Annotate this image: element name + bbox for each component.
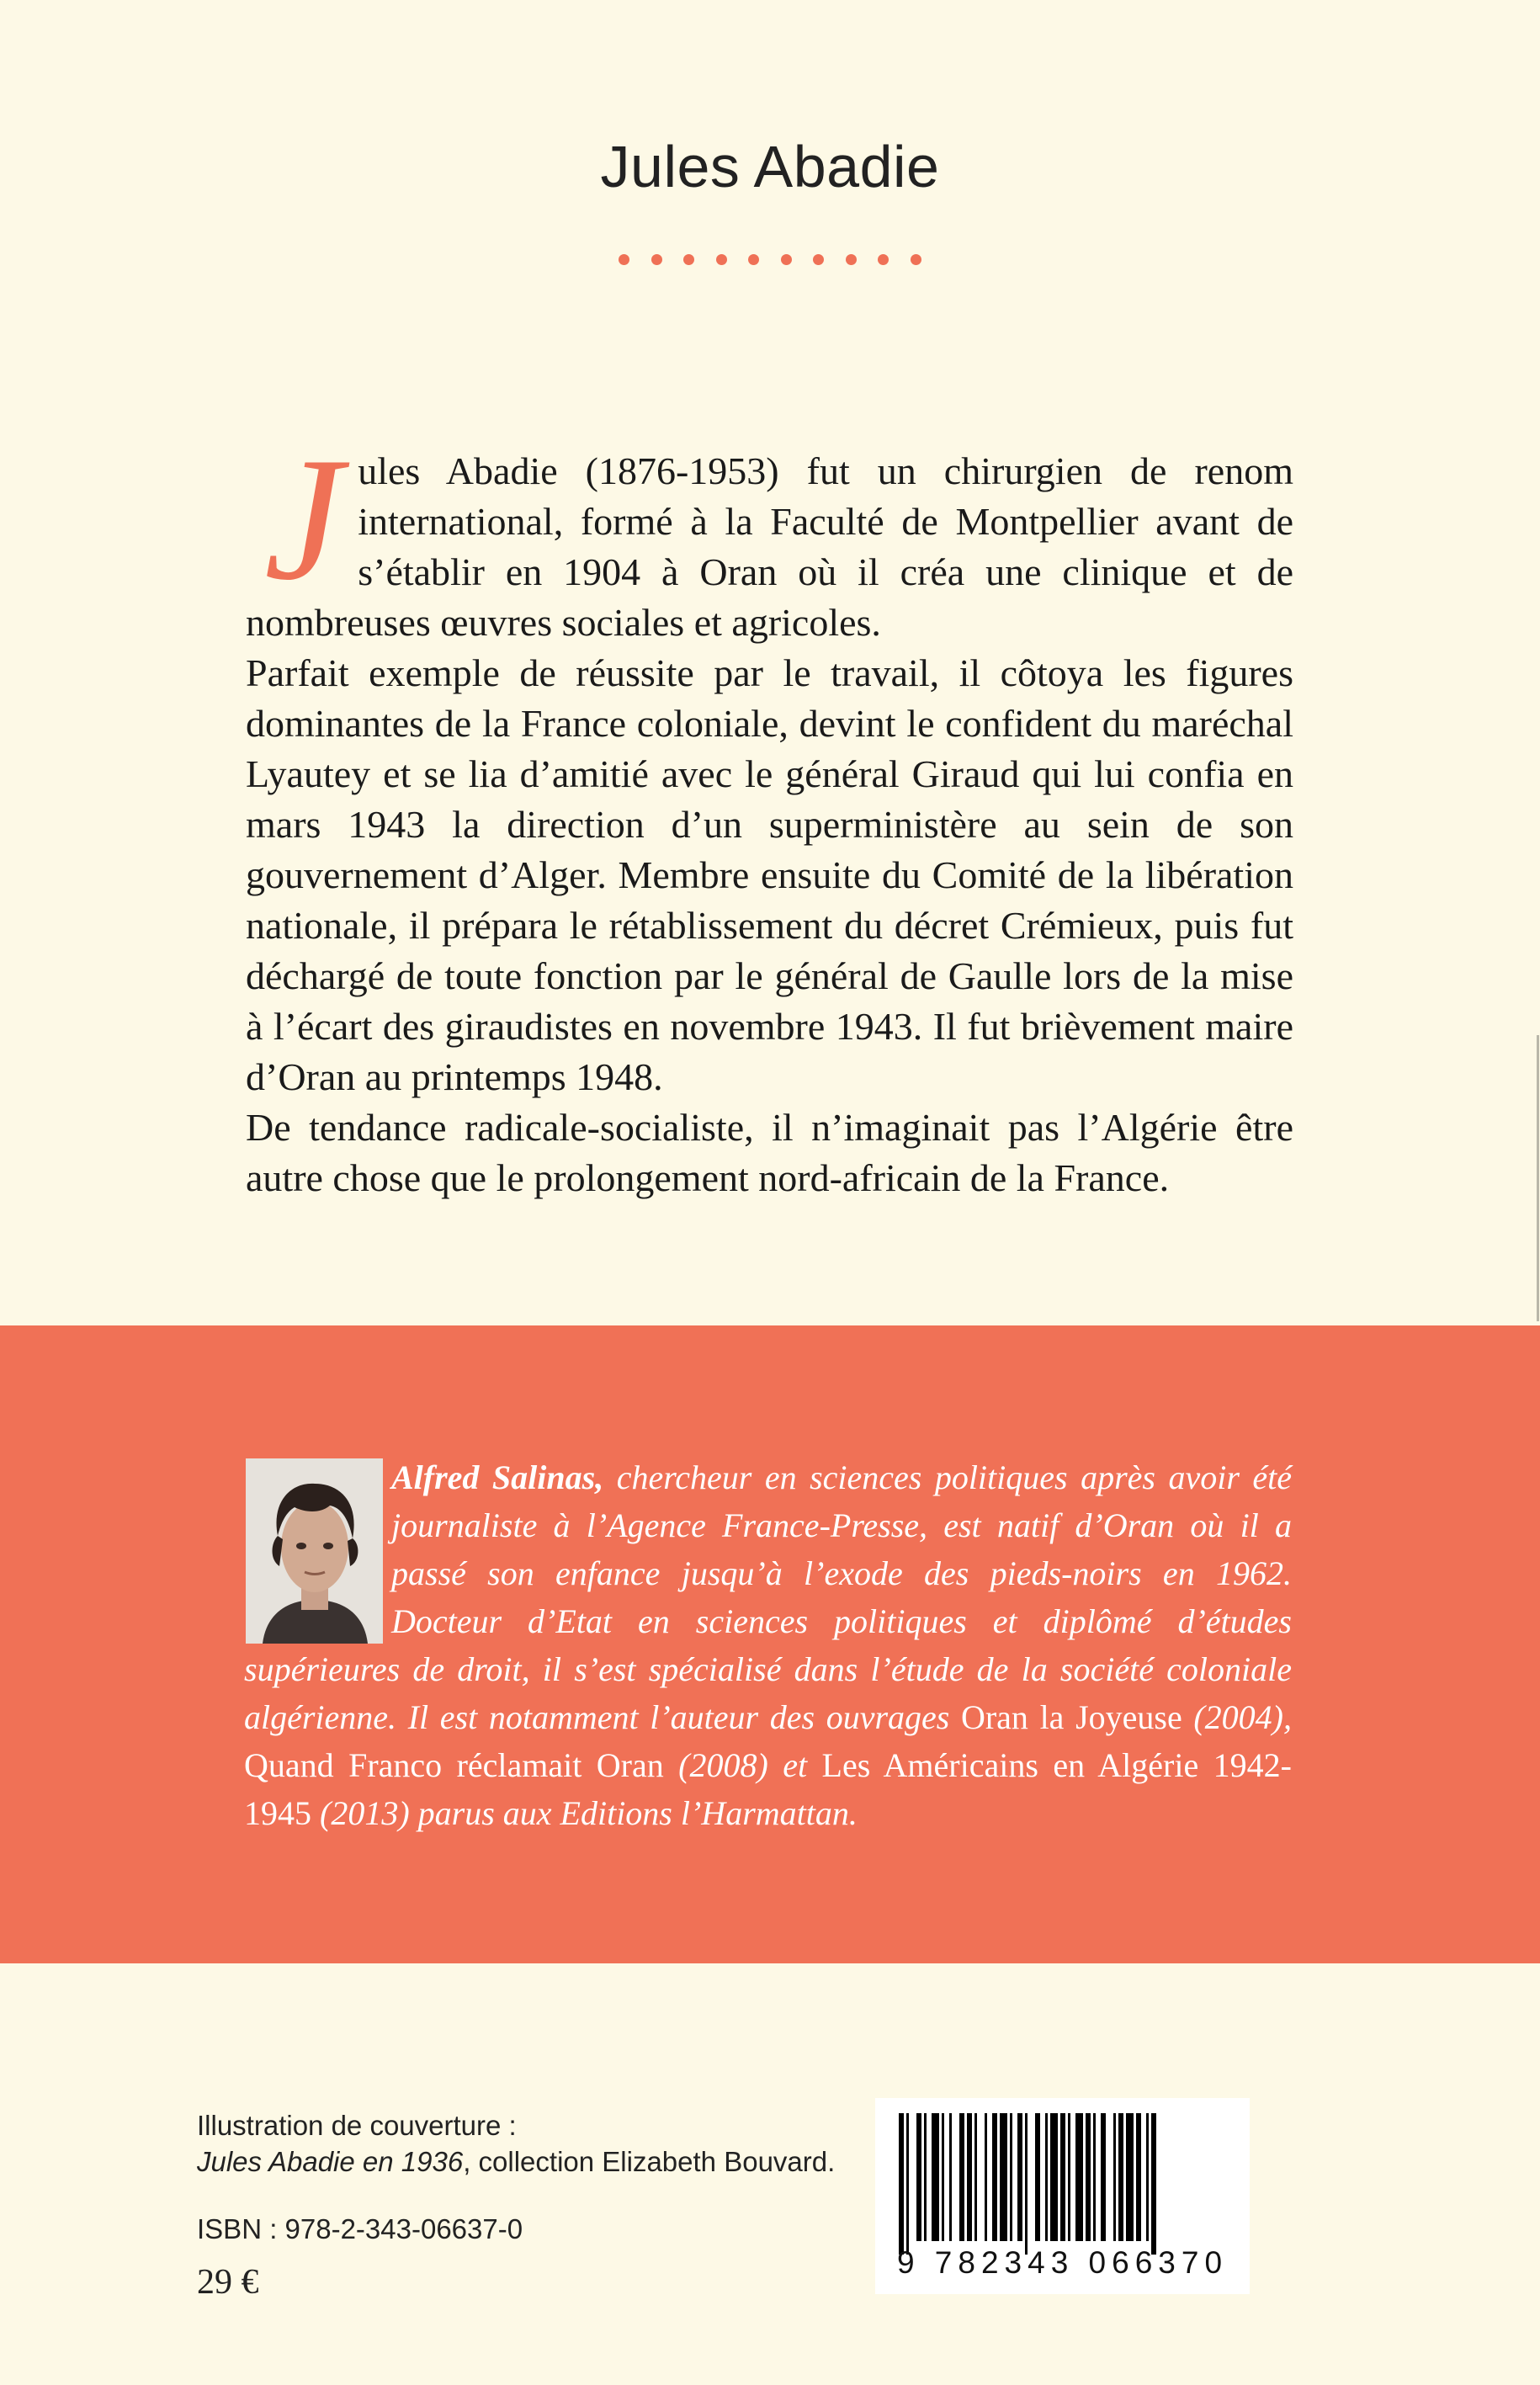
barcode-bar xyxy=(1010,2113,1012,2241)
cover-credit xyxy=(197,2107,835,2180)
summary-paragraph xyxy=(246,422,1293,648)
ornament-dot xyxy=(683,254,694,265)
book-year-3: (2013) parus aux Editions l’Harmattan. xyxy=(311,1794,858,1832)
barcode-bar xyxy=(1146,2113,1149,2241)
barcode-bar xyxy=(1025,2113,1028,2255)
ornament-dot xyxy=(651,254,662,265)
credit-title: Jules Abadie en 1936 xyxy=(197,2146,464,2177)
barcode-bar xyxy=(1035,2113,1040,2241)
ornament-dot xyxy=(619,254,629,265)
ornament-dot xyxy=(716,254,727,265)
isbn: ISBN : 978-2-343-06637-0 xyxy=(197,2213,523,2244)
barcode-bar xyxy=(949,2113,952,2241)
book-title-3: Les Américains en Algérie 1942-1945 xyxy=(244,1746,1292,1832)
book-year-1: (2004), xyxy=(1182,1698,1292,1736)
ornament-dot xyxy=(911,254,921,265)
ornament-dot xyxy=(781,254,792,265)
barcode-bar xyxy=(1068,2113,1070,2241)
barcode-bar xyxy=(985,2113,987,2241)
book-summary xyxy=(246,422,1293,1203)
book-title: Jules Abadie xyxy=(600,134,940,199)
barcode-bar xyxy=(1075,2113,1083,2241)
summary-paragraph: Parfait exemple de réussite par le travail, il côtoya les figures dominantes de la France coloniale, devint le confident du maréchal Lyautey et se lia d’amitié avec le général Giraud qui lui confia en mars 1943 la direction d’un superministère au sein de son gouvernement d’Alger. Membre ensuite du Comité de la libération nationale, il prépara le rétablissement du décret Crémieux, puis fut déchargé de toute fonction par le général de Gaulle lors de la mise à l’écart des giraudistes en novembre 1943. Il fut brièvement maire d’Oran au printemps 1948. xyxy=(246,651,1293,1098)
price: 29 € xyxy=(197,2263,259,2302)
ornament-dot xyxy=(878,254,889,265)
barcode-bar xyxy=(992,2113,997,2241)
summary-text: ules Abadie (1876-1953) fut un chirurgien de renom international, formé à la Faculté de Montpellier avant de s’établir en 1904 à Oran où il créa une clinique et de nombreuses œuvres sociales et agricoles. xyxy=(246,449,1293,644)
barcode-bar xyxy=(1126,2113,1134,2241)
author-photo xyxy=(246,1458,383,1644)
author-portrait-icon xyxy=(246,1458,383,1644)
barcode-bar xyxy=(1017,2113,1022,2241)
barcode-bar xyxy=(1113,2113,1116,2241)
book-year-2: (2008) et xyxy=(663,1746,822,1784)
barcode-bar xyxy=(1151,2113,1156,2255)
ornament-dot xyxy=(748,254,759,265)
barcode-bar xyxy=(959,2113,964,2241)
ornament-dot xyxy=(813,254,824,265)
book-title-1: Oran la Joyeuse xyxy=(960,1698,1182,1736)
barcode-bar xyxy=(1060,2113,1065,2241)
barcode-bar xyxy=(1000,2113,1007,2241)
bio-text: chercheur en sciences politiques après avoir été journaliste à l’Agence France-Presse, est natif d’Oran où il a passé son enfance jusqu’à l’exode des pieds-noirs en 1962. Docteur d’Etat en sciences politiques et diplômé d’études supérieures de droit, il s’est spécialisé dans l’étude de la société coloniale algérienne. Il est notamment l’auteur des ouvrages xyxy=(244,1458,1292,1736)
barcode-bar xyxy=(1045,2113,1048,2241)
barcode-bar xyxy=(1086,2113,1091,2241)
barcode-bar xyxy=(906,2113,909,2255)
barcode-bar xyxy=(932,2113,939,2241)
trim-edge-line xyxy=(1537,1035,1539,1321)
book-title-2: Quand Franco réclamait Oran xyxy=(244,1746,664,1784)
barcode-bar xyxy=(967,2113,972,2241)
drop-cap: J xyxy=(264,422,343,617)
barcode-bar xyxy=(1050,2113,1058,2241)
barcode-bar xyxy=(1136,2113,1141,2241)
barcode-number: 9 782343 066370 xyxy=(896,2245,1229,2280)
credit-line xyxy=(197,2143,835,2180)
barcode-bar xyxy=(942,2113,944,2241)
author-bio-text xyxy=(244,1453,1292,1837)
barcode-bar xyxy=(899,2113,904,2255)
ornament-dot xyxy=(846,254,857,265)
summary-paragraph: De tendance radicale-socialiste, il n’imaginait pas l’Algérie être autre chose que le prolongement nord-africain de la France. xyxy=(246,1106,1293,1199)
credit-label: Illustration de couverture : xyxy=(197,2110,517,2141)
barcode-bar xyxy=(916,2113,921,2241)
barcode-bar xyxy=(1101,2113,1106,2241)
credit-rest: , collection Elizabeth Bouvard. xyxy=(463,2146,836,2177)
barcode-bar xyxy=(1093,2113,1096,2241)
barcode-bar xyxy=(924,2113,927,2241)
barcode-bar xyxy=(1118,2113,1123,2241)
author-name: Alfred Salinas, xyxy=(391,1458,604,1496)
ornament-dots xyxy=(619,254,921,271)
author-bio xyxy=(244,1453,1292,1837)
barcode-bar xyxy=(974,2113,977,2241)
